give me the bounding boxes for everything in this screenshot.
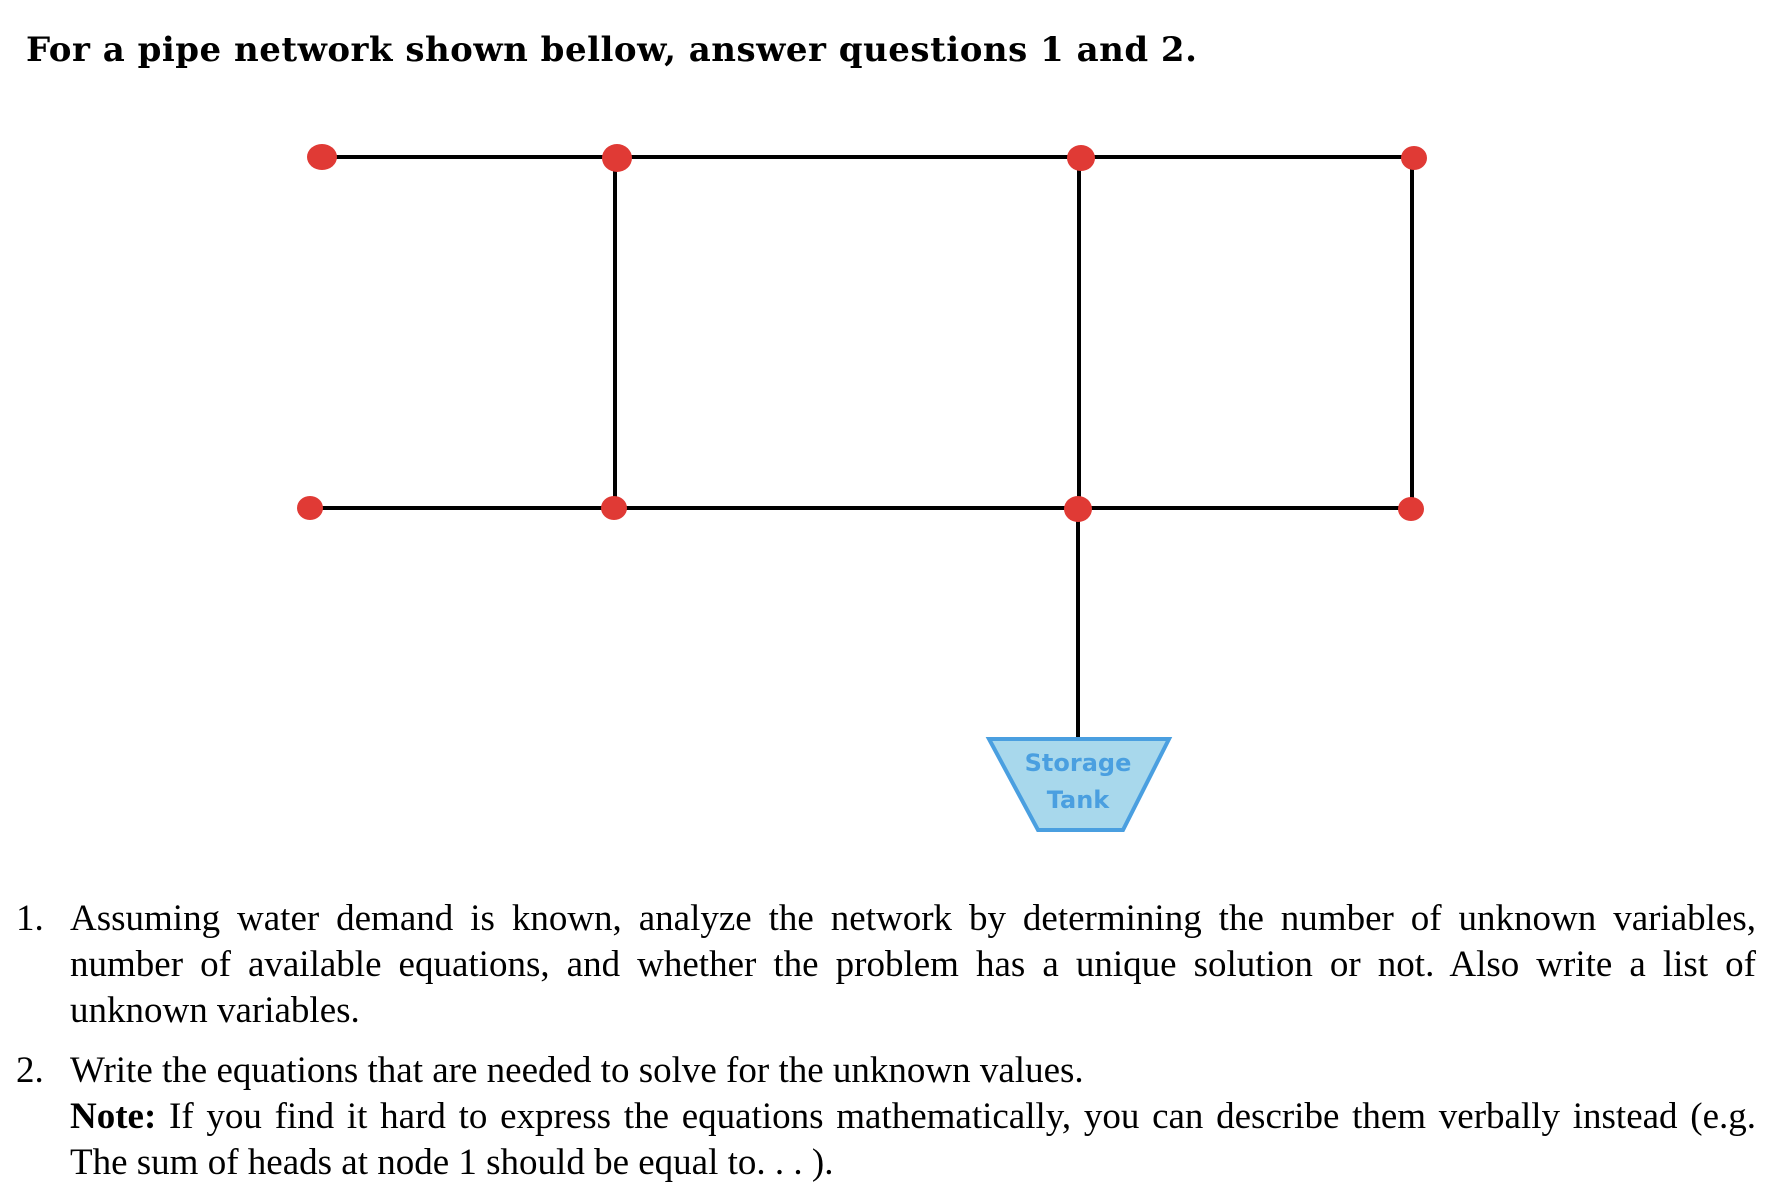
page-heading: For a pipe network shown bellow, answer questions 1 and 2. <box>26 30 1198 70</box>
node-top-1 <box>307 144 337 170</box>
question-list <box>16 896 1756 1186</box>
storage-tank <box>989 739 1169 830</box>
node-bottom-1 <box>297 496 323 520</box>
question-1 <box>16 896 1756 1034</box>
storage-tank-label-line2: Tank <box>1046 786 1110 814</box>
node-top-3 <box>1067 145 1095 171</box>
node-bottom-3 <box>1064 496 1092 522</box>
question-1-text: Assuming water demand is known, analyze the network by determining the number of unknown variables, number of available equations, and whether the problem has a unique solution or not. Also write a list of unknown variables. <box>70 898 1756 1031</box>
node-top-2 <box>602 144 632 172</box>
question-2 <box>16 1048 1756 1186</box>
nodes <box>297 144 1427 522</box>
question-2-text: Write the equations that are needed to solve for the unknown values. <box>70 1050 1084 1091</box>
note-label: Note: <box>70 1096 157 1137</box>
question-2-note <box>70 1094 1756 1186</box>
node-bottom-4 <box>1398 497 1424 521</box>
question-2-number: 2. <box>16 1050 44 1091</box>
question-1-number: 1. <box>16 898 44 939</box>
storage-tank-label-line1: Storage <box>1024 749 1132 777</box>
node-bottom-2 <box>601 496 627 520</box>
pipes <box>310 157 1414 738</box>
note-text: If you find it hard to express the equations mathematically, you can describe them verbally instead (e.g. The sum of heads at node 1 should be equal to. . . ). <box>70 1096 1756 1183</box>
node-top-4 <box>1401 146 1427 170</box>
